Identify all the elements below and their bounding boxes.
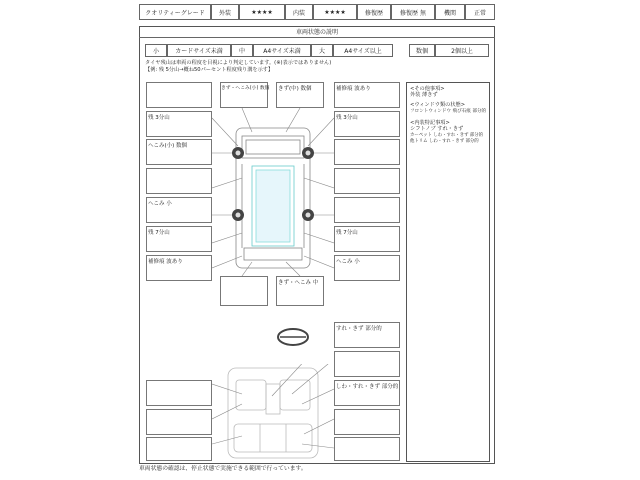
label-right-1: 残 3分山 (336, 115, 358, 121)
footer-note: 車両状態の確認は、停止状態で実施できる範囲で行っています。 (139, 466, 307, 472)
repair-history-value: 修復歴 無 (391, 4, 435, 20)
gauge-label: 機関 (435, 4, 465, 20)
grade-label: クオリティーグレード (139, 4, 211, 20)
damage-box-left-3 (146, 168, 212, 194)
label-left-5: 補修痕 波あり (148, 259, 183, 265)
legend-small: 小 (145, 44, 167, 57)
label-left-1: 残 3分山 (148, 115, 170, 121)
notes-line-4: カーペット しわ・すれ・きず 部分的 (410, 133, 484, 138)
exterior-label: 外装 (211, 4, 239, 20)
notes-line-5: 他トリム しわ・すれ・きず 部分的 (410, 139, 479, 144)
label-int-r1: すれ・きず 部分的 (336, 326, 382, 332)
label-left-4: 残 7分山 (148, 230, 170, 236)
interior-box-r1 (334, 351, 400, 377)
label-top-mid: きず(中) 数個 (278, 86, 312, 92)
damage-box-right-2 (334, 139, 400, 165)
damage-box-right-4 (334, 197, 400, 223)
gauge-value: 正常 (465, 4, 495, 20)
tire-note-1: タイヤ残山は車両の程度を目視により判定しています。(※)表示ではありません) (145, 60, 332, 66)
interior-box-l0 (146, 380, 212, 406)
legend-large-desc: A4サイズ以上 (333, 44, 393, 57)
exterior-rating: ★★★★ (239, 4, 285, 20)
label-right-4: 残 7分山 (336, 230, 358, 236)
section-title: 車両状態の説明 (139, 26, 495, 38)
interior-label: 内装 (285, 4, 313, 20)
label-right-5: へこみ 小 (336, 259, 360, 265)
legend-count-desc: 2個以上 (435, 44, 489, 57)
legend-medium-desc: A4サイズ未満 (253, 44, 311, 57)
vehicle-exterior-diagram (212, 108, 334, 276)
repair-history-label: 修復歴 (357, 4, 391, 20)
damage-box-bottom-left (220, 276, 268, 306)
notes-header-window: <ウィンドウ類の状態> (410, 102, 466, 108)
tire-note-2: 【例: 残 5分山→概ね50パーセント程度残り溝を示す】 (145, 67, 274, 73)
interior-box-l1 (146, 409, 212, 435)
notes-line-3: シフトノブ すれ・きず (410, 126, 464, 132)
notes-line-1: 外装 薄きず (410, 92, 438, 98)
interior-box-l2 (146, 437, 212, 461)
legend-small-desc: カードサイズ未満 (167, 44, 231, 57)
notes-line-2: フロントウィンドウ 飛び石痕 部分的 (410, 109, 487, 114)
damage-box-right-3 (334, 168, 400, 194)
label-left-2: へこみ(小) 数個 (148, 143, 188, 149)
steering-wheel-icon (276, 326, 310, 348)
label-top-left: きず・へこみ(小) 数個 (221, 86, 270, 91)
legend-large: 大 (311, 44, 333, 57)
label-top-right: 補修痕 波あり (336, 86, 371, 92)
label-int-r2: しわ・すれ・きず 部分的 (336, 384, 399, 390)
label-left-3: へこみ 小 (148, 201, 172, 207)
legend-count: 数個 (409, 44, 435, 57)
label-bottom-mid: きず・へこみ 中 (278, 280, 319, 286)
notes-header-interior: <内装特記事項> (410, 120, 450, 126)
interior-box-r4 (334, 437, 400, 461)
damage-box-left-0 (146, 82, 212, 108)
vehicle-interior-diagram (212, 364, 334, 464)
legend-medium: 中 (231, 44, 253, 57)
notes-header-other: <その他事項> (410, 86, 445, 92)
interior-rating: ★★★★ (313, 4, 357, 20)
interior-box-r3 (334, 409, 400, 435)
